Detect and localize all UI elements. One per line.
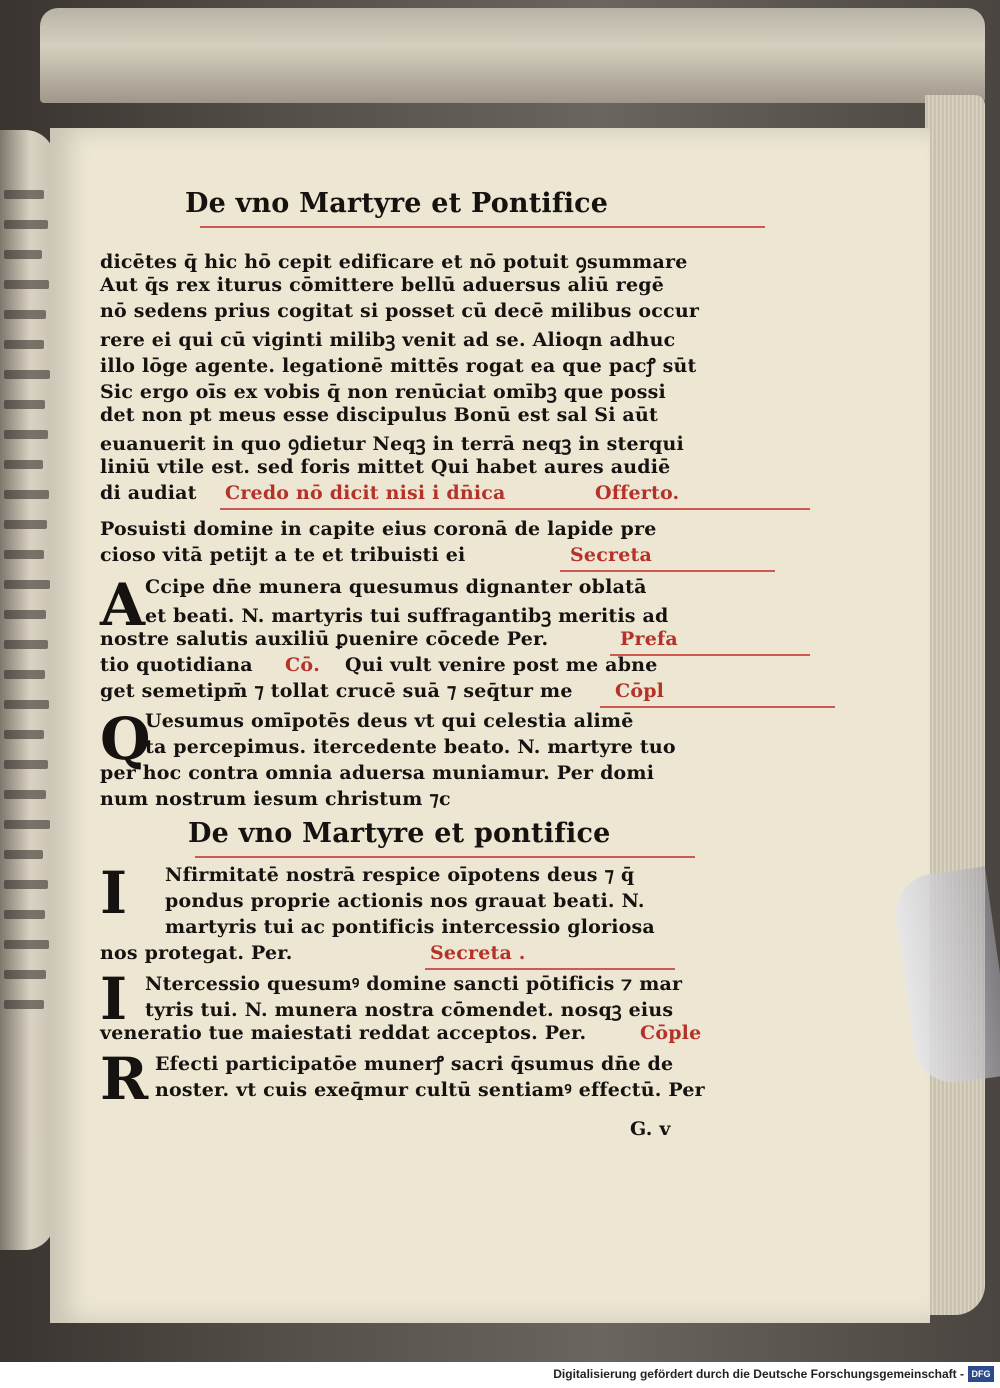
rubric-prefatio: Prefa [620,628,678,650]
initial-i: I [100,859,128,927]
text-line: di audiat [100,482,197,504]
text-line: euanuerit in quo ꝯdietur Neqꝫ in terrā neqꝫ in sterqui [100,433,684,455]
text-line: pondus proprie actionis nos grauat beati. N. [165,890,645,912]
text-line: et beati. N. martyris tui suffragantibꝫ meritis ad [145,605,669,627]
text-line: Aut q̄s rex iturus cōmittere bellū aduersus aliū regē [100,274,665,296]
text-line: nos protegat. Per. [100,942,293,964]
rubric-secreta: Secreta . [430,942,526,964]
text-line: get semetipm̄ ⁊ tollat crucē suā ⁊ seq̄tur me [100,680,573,702]
text-line: veneratio tue maiestati reddat acceptos. Per. [100,1022,587,1044]
text-line: num nostrum iesum christum ⁊c [100,788,451,810]
heading-1: De vno Martyre et Pontifice [185,188,609,219]
text-line: ta percepimus. itercedente beato. N. martyre tuo [145,736,676,758]
footer-bar [0,1362,1000,1388]
page-block-right-edge [925,95,985,1315]
text-line: det non pt meus esse discipulus Bonū est sal Si aūt [100,404,658,426]
text-line: tio quotidiana [100,654,253,676]
rubric-rule [220,508,810,510]
dfg-logo-icon: DFG [968,1366,994,1382]
initial-q: Q [100,705,151,773]
text-line: noster. vt cuis exeq̄mur cultū sentiamꝰ effectū. Per [155,1079,705,1101]
rubric-rule [600,706,835,708]
initial-r: R [100,1045,149,1113]
initial-i2: I [100,965,128,1033]
page-block-top-edge [40,8,985,103]
text-line: dicētes q̄ hic hō cepit edificare et nō potuit ꝯsummare [100,251,688,273]
text-line: nostre salutis auxiliū ꝑuenire cōcede Per. [100,628,549,650]
text-line: Qui vult venire post me abne [345,654,658,676]
text-line: liniū vtile est. sed foris mittet Qui habet aures audiē [100,456,671,478]
text-line: Ntercessio quesumꝰ domine sancti pōtificis ⁊ mar [145,973,683,995]
rubric-co: Cō. [285,654,321,676]
left-page-curl [0,130,55,1250]
initial-a: A [100,571,146,639]
text-line: Ccipe dn̄e munera quesumus dignanter oblatā [145,576,647,598]
heading-2: De vno Martyre et pontifice [188,818,611,849]
rubric-rule [560,570,775,572]
rubric-complenda: Cōple [640,1022,702,1044]
text-line: rere ei qui cū viginti milibꝫ venit ad se. Alioqn adhuc [100,329,676,351]
signature-mark: G. v [630,1118,671,1140]
text-line: nō sedens prius cogitat si posset cū decē milibus occur [100,300,700,322]
text-line: Sic ergo oīs ex vobis q̄ non renūciat omībꝫ que possi [100,381,666,403]
text-line: illo lōge agente. legationē mittēs rogat ea que pacꝭ sūt [100,355,697,377]
text-line: Efecti participatōe munerꝭ sacri q̄sumus dn̄e de [155,1053,674,1075]
text-line: tyris tui. N. munera nostra cōmendet. nosqꝫ eius [145,999,674,1021]
text-line: martyris tui ac pontificis intercessio gloriosa [165,916,655,938]
text-line: Uesumus omīpotēs deus vt qui celestia alimē [145,710,634,732]
rubric-rule [195,856,695,858]
text-line: Nfirmitatē nostrā respice oīpotens deus ⁊ q̄ [165,864,635,886]
rubric-credo: Credo nō dicit nisi i dn̄ica [225,482,506,504]
footer-credit: Digitalisierung gefördert durch die Deutsche Forschungsgemeinschaft - [553,1367,964,1381]
text-line: cioso vitā petijt a te et tribuisti ei [100,544,466,566]
text-line: per hoc contra omnia aduersa muniamur. Per domi [100,762,655,784]
rubric-complenda: Cōpl [615,680,665,702]
text-line: Posuisti domine in capite eius coronā de lapide pre [100,518,657,540]
rubric-offerto: Offerto. [595,482,680,504]
rubric-secreta: Secreta [570,544,652,566]
rubric-rule [200,226,765,228]
